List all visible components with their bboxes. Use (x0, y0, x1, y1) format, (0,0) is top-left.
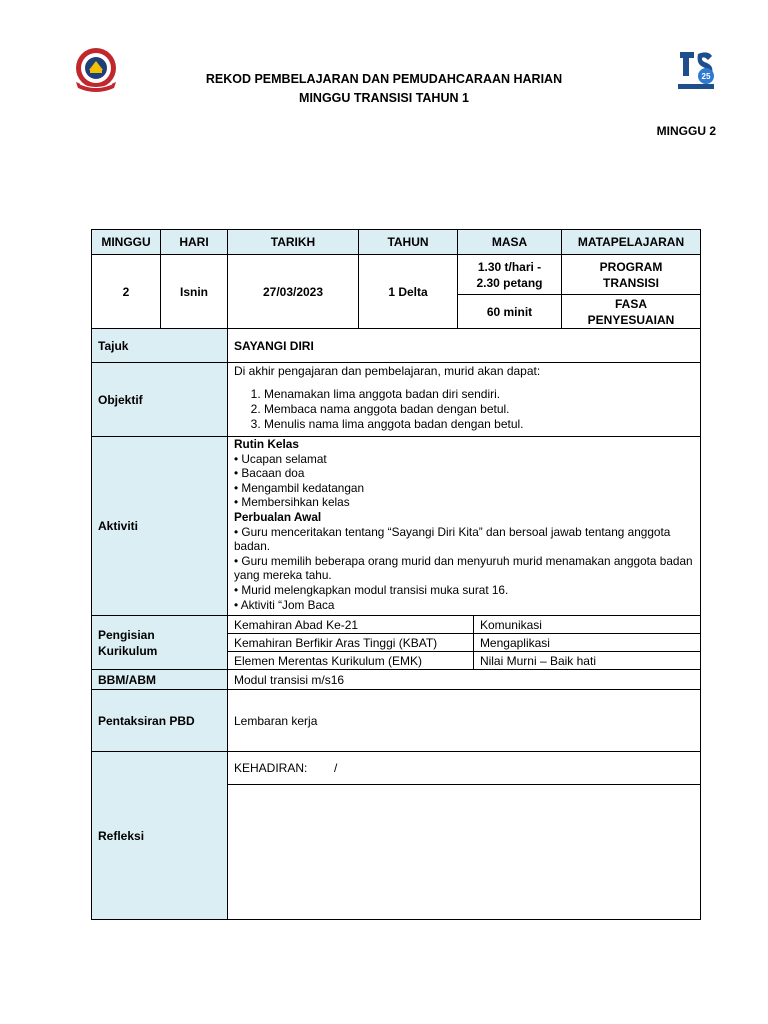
phase-line1: FASA (614, 296, 647, 311)
aktiviti-content (228, 437, 701, 616)
bbm-row (92, 670, 701, 690)
objektif-item: 1. Menamakan lima anggota badan diri sendiri. (264, 387, 694, 402)
objektif-item: 2. Membaca nama anggota badan dengan betul. (264, 402, 694, 417)
pentaksiran-row (92, 690, 701, 752)
tajuk-label: Tajuk (92, 329, 228, 363)
lesson-plan-table (91, 229, 701, 920)
aktiviti-item: • Aktiviti “Jom Baca (234, 597, 335, 612)
pengisian-value: Nilai Murni – Baik hati (473, 652, 700, 670)
aktiviti-item: • Guru menceritakan tentang “Sayangi Diri Kita” dan bersoal jawab tentang anggota badan. (234, 524, 671, 554)
pengisian-content (228, 616, 701, 670)
pengisian-value: Mengaplikasi (473, 634, 700, 652)
aktiviti-section-title: Rutin Kelas (234, 437, 299, 451)
pengisian-inner-row (228, 652, 700, 670)
objektif-list (234, 387, 694, 432)
aktiviti-item: • Murid melengkapkan modul transisi muka surat 16. (234, 582, 509, 597)
masa-time-line2: 2.30 petang (476, 275, 543, 290)
objektif-intro: Di akhir pengajaran dan pembelajaran, murid akan dapat: (234, 364, 541, 378)
aktiviti-label: Aktiviti (92, 437, 228, 616)
pengisian-value: Komunikasi (479, 617, 542, 632)
pengisian-label (92, 616, 228, 670)
pengisian-label-line2: Kurikulum (98, 643, 158, 658)
aktiviti-item: • Mengambil kedatangan (234, 480, 365, 495)
pengisian-row (92, 616, 701, 670)
page-subtitle: MINGGU TRANSISI TAHUN 1 (299, 91, 469, 105)
cell-masa-duration: 60 minit (458, 295, 562, 329)
kehadiran-field: KEHADIRAN: / (228, 752, 701, 785)
objektif-content (228, 363, 701, 437)
cell-minggu: 2 (92, 255, 161, 329)
cell-tahun: 1 Delta (359, 255, 458, 329)
aktiviti-section-title: Perbualan Awal (234, 509, 322, 524)
subject-line2: TRANSISI (602, 275, 659, 290)
pentaksiran-label: Pentaksiran PBD (92, 690, 228, 752)
objektif-label: Objektif (92, 363, 228, 437)
pengisian-inner-row (228, 634, 700, 652)
header-tahun: TAHUN (359, 230, 458, 255)
aktiviti-item: • Ucapan selamat (234, 451, 327, 466)
pengisian-element: Kemahiran Abad Ke-21 (228, 616, 473, 634)
header-tarikh: TARIKH (228, 230, 359, 255)
header-row (92, 230, 701, 255)
page-title: REKOD PEMBELAJARAN DAN PEMUDAHCARAAN HARIAN (205, 72, 563, 86)
cell-subject (562, 255, 701, 295)
bbm-label: BBM/ABM (92, 670, 228, 690)
header-masa: MASA (458, 230, 562, 255)
tajuk-value: SAYANGI DIRI (228, 329, 701, 363)
pengisian-element: Kemahiran Berfikir Aras Tinggi (KBAT) (228, 634, 473, 652)
cell-hari: Isnin (161, 255, 228, 329)
pentaksiran-value: Lembaran kerja (228, 690, 701, 752)
objektif-row (92, 363, 701, 437)
bbm-value: Modul transisi m/s16 (228, 670, 701, 690)
objektif-item: 3. Menulis nama lima anggota badan dengan betul. (264, 417, 694, 432)
pengisian-inner-row (228, 616, 700, 634)
info-row-top (92, 255, 701, 295)
refleksi-row-top (92, 752, 701, 785)
cell-tarikh: 27/03/2023 (228, 255, 359, 329)
tajuk-row (92, 329, 701, 363)
subject-line1: PROGRAM (599, 259, 663, 274)
refleksi-label: Refleksi (92, 752, 228, 920)
week-label: MINGGU 2 (656, 124, 716, 138)
aktiviti-item: • Bacaan doa (234, 466, 305, 481)
phase-line2: PENYESUAIAN (587, 312, 675, 327)
pengisian-element: Elemen Merentas Kurikulum (EMK) (228, 652, 473, 670)
pengisian-inner-table (228, 616, 700, 669)
cell-phase (562, 295, 701, 329)
school-crest-logo (70, 44, 122, 96)
masa-time-line1: 1.30 t/hari - (477, 259, 542, 274)
header-matapelajaran: MATAPELAJARAN (562, 230, 701, 255)
aktiviti-item: • Guru memilih beberapa orang murid dan menyuruh murid menamakan anggota badan yang mereka tahu. (234, 553, 693, 583)
header-minggu: MINGGU (92, 230, 161, 255)
aktiviti-row (92, 437, 701, 616)
header-hari: HARI (161, 230, 228, 255)
refleksi-notes-area (228, 785, 701, 920)
logo-number: 25 (701, 72, 711, 81)
aktiviti-item: • Membersihkan kelas (234, 495, 350, 510)
pengisian-label-line1: Pengisian (98, 627, 155, 642)
cell-masa-time (458, 255, 562, 295)
